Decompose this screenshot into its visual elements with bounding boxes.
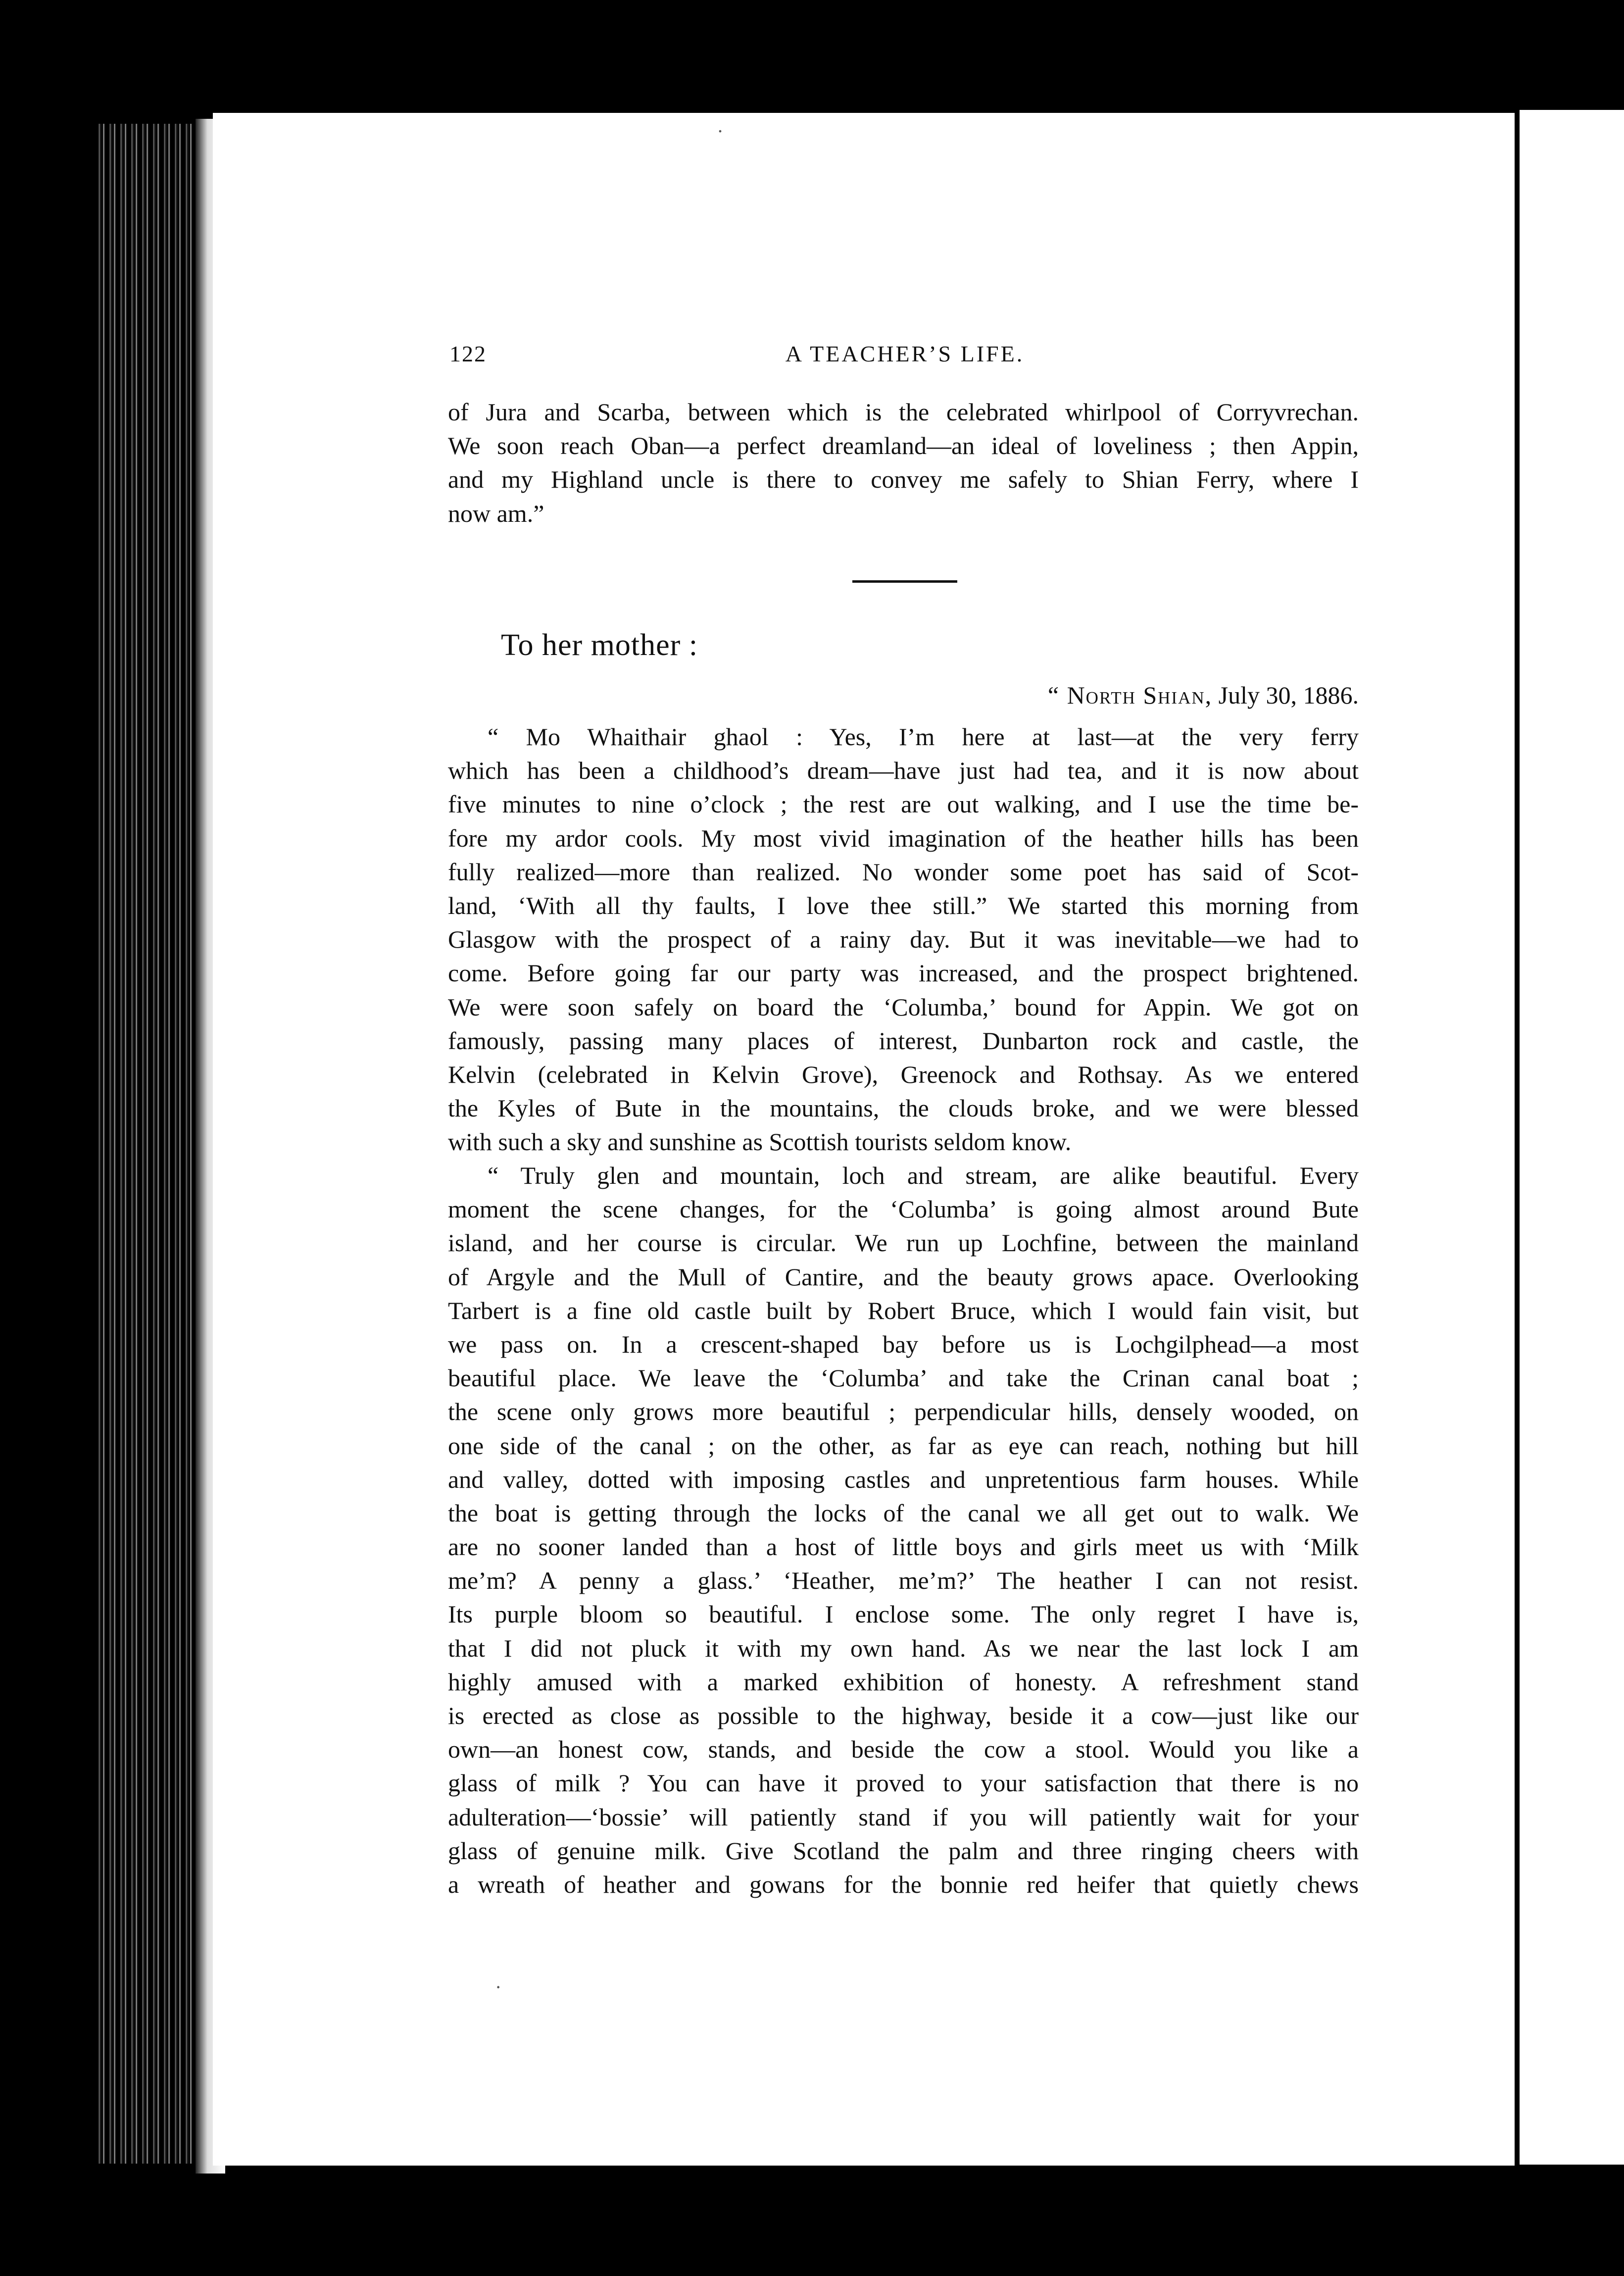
running-head [449,341,1360,375]
text-line: Glasgow with the prospect of a rainy day. But it was inevitable—we had to [448,925,1359,954]
text-line: fully realized—more than realized. No wonder some poet has said of Scot- [448,858,1359,886]
text-line: famously, passing many places of interest, Dunbarton rock and castle, the [448,1026,1359,1055]
text-line: beautiful place. We leave the ‘Columba’ and take the Crinan canal boat ; [448,1364,1359,1392]
text-line: We soon reach Oban—a perfect dreamland—an ideal of loveliness ; then Appin, [448,432,1359,460]
text-line: are no sooner landed than a host of little boys and girls meet us with ‘Milk [448,1533,1359,1561]
text-line: we pass on. In a crescent-shaped bay before us is Lochgilphead—a most [448,1330,1359,1358]
scan-speck: · [495,1976,502,1998]
text-line: me’m? A penny a glass.’ ‘Heather, me’m?’ The heather I can not resist. [448,1567,1359,1595]
text-line: of Jura and Scarba, between which is the celebrated whirlpool of Corryvrechan. [448,398,1359,426]
text-line: and my Highland uncle is there to convey me safely to Shian Ferry, where I [448,465,1359,494]
text-line: now am.” [448,499,544,527]
section-divider-rule [852,580,957,583]
text-line: own—an honest cow, stands, and beside the cow a stool. Would you like a [448,1735,1359,1764]
running-title: A TEACHER’S LIFE. [785,341,1025,366]
text-line: adulteration—‘bossie’ will patiently stand if you will patiently wait for your [448,1803,1359,1831]
text-line: “ Mo Whaithair ghaol : Yes, I’m here at last—at the very ferry [488,723,1359,751]
text-line: which has been a childhood’s dream—have just had tea, and it is now about [448,757,1359,785]
letter-dateline [945,681,1359,709]
text-line: and valley, dotted with imposing castles and unpretentious farm houses. While [448,1465,1359,1493]
text-line: land, ‘With all thy faults, I love thee still.” We started this morning from [448,891,1359,919]
text-line: the Kyles of Bute in the mountains, the clouds broke, and we were blessed [448,1094,1359,1122]
text-line: glass of milk ? You can have it proved to your satisfaction that there is no [448,1769,1359,1797]
text-line: that I did not pluck it with my own hand. As we near the last lock I am [448,1634,1359,1662]
letter-heading: To her mother : [501,628,698,662]
dateline-place: “ North Shian, [1047,681,1213,709]
text-line: is erected as close as possible to the highway, beside it a cow—just like our [448,1702,1359,1729]
page-number: 122 [449,341,487,366]
text-line: Kelvin (celebrated in Kelvin Grove), Greenock and Rothsay. As we entered [448,1060,1359,1088]
text-line: one side of the canal ; on the other, as far as eye can reach, nothing but hill [448,1431,1359,1460]
text-line: of Argyle and the Mull of Cantire, and the beauty grows apace. Overlooking [448,1263,1359,1291]
text-line: fore my ardor cools. My most vivid imagination of the heather hills has been [448,824,1359,852]
scan-speck: . [718,114,723,137]
text-line: Its purple bloom so beautiful. I enclose some. The only regret I have is, [448,1600,1359,1628]
text-line: with such a sky and sunshine as Scottish tourists seldom know. [448,1128,1072,1156]
text-line: highly amused with a marked exhibition of honesty. A refreshment stand [448,1668,1359,1696]
letter-paragraph-2 [448,1159,1359,1901]
opening-paragraph [448,395,1359,530]
text-line: island, and her course is circular. We run up Lochfine, between the mainland [448,1229,1359,1257]
text-line: glass of genuine milk. Give Scotland the palm and three ringing cheers with [448,1836,1359,1865]
text-line: five minutes to nine o’clock ; the rest are out walking, and I use the time be- [448,790,1359,818]
text-line: the scene only grows more beautiful ; perpendicular hills, densely wooded, on [448,1398,1359,1426]
text-line: We were soon safely on board the ‘Columba,’ bound for Appin. We got on [448,993,1359,1021]
text-line: a wreath of heather and gowans for the bonnie red heifer that quietly chews [448,1870,1359,1898]
next-page-edge [1520,110,1624,2165]
text-line: the boat is getting through the locks of the canal we all get out to walk. We [448,1499,1359,1527]
text-line: come. Before going far our party was increased, and the prospect brightened. [448,959,1359,987]
dateline-date: July 30, 1886. [1218,681,1359,709]
text-line: moment the scene changes, for the ‘Columba’ is going almost around Bute [448,1195,1359,1223]
letter-paragraph-1 [448,720,1359,1159]
text-line: “ Truly glen and mountain, loch and stream, are alike beautiful. Every [488,1162,1359,1189]
text-line: Tarbert is a fine old castle built by Robert Bruce, which I would fain visit, but [448,1296,1359,1324]
